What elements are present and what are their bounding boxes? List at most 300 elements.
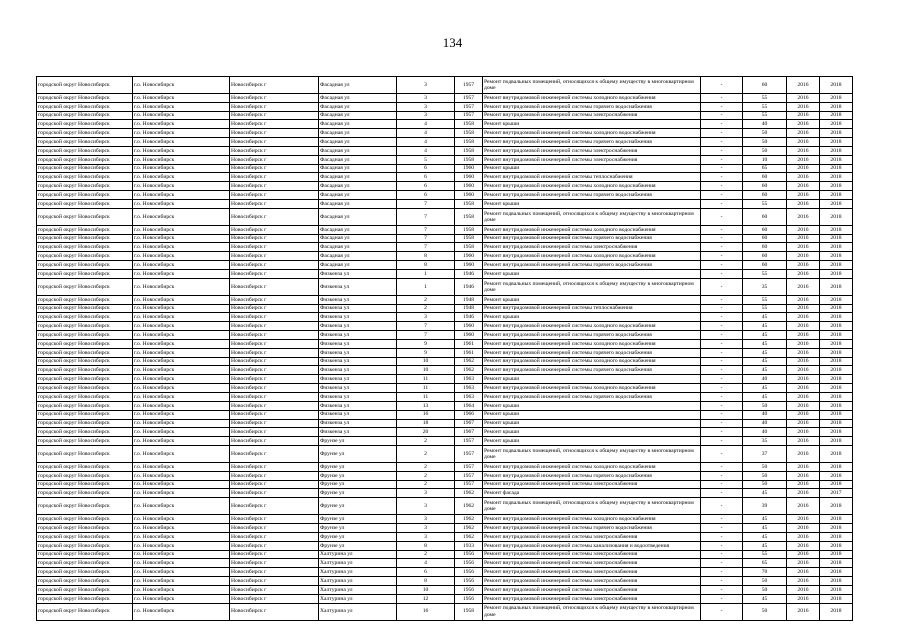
start-year-cell: 2016	[787, 208, 820, 225]
table-row	[37, 541, 853, 550]
table-row	[37, 138, 853, 147]
amount-cell: 45	[743, 515, 787, 524]
street-cell: Физкенза ул	[319, 348, 397, 357]
street-cell: Фасадная ул	[319, 200, 397, 209]
work-type-cell: Ремонт внутридомовой инженерной системы холодного водоснабжения	[483, 384, 701, 393]
amount-cell: 60	[743, 191, 787, 200]
placeholder-cell: -	[701, 585, 743, 594]
settlement-cell: г.о. Новосибирск	[133, 93, 230, 102]
district-cell: городской округ Новосибирск	[37, 182, 133, 191]
start-year-cell: 2016	[787, 541, 820, 550]
start-year-cell: 2016	[787, 375, 820, 384]
placeholder-cell: -	[701, 182, 743, 191]
start-year-cell: 2016	[787, 480, 820, 489]
build-year-cell: 1960	[455, 322, 483, 331]
start-year-cell: 2016	[787, 120, 820, 129]
amount-cell: 45	[743, 339, 787, 348]
street-cell: Фрунзе ул	[319, 437, 397, 446]
district-cell: городской округ Новосибирск	[37, 384, 133, 393]
amount-cell: 40	[743, 120, 787, 129]
start-year-cell: 2016	[787, 200, 820, 209]
work-type-cell: Ремонт внутридомовой инженерной системы электроснабжения	[483, 559, 701, 568]
amount-cell: 10	[743, 155, 787, 164]
district-cell: городской округ Новосибирск	[37, 155, 133, 164]
street-cell: Халтурина ул	[319, 585, 397, 594]
work-type-cell: Ремонт подвальных помещений, относящихся к общему имуществу в многоквартирном доме	[483, 208, 701, 225]
table-row	[37, 480, 853, 489]
start-year-cell: 2016	[787, 603, 820, 620]
district-cell: городской округ Новосибирск	[37, 120, 133, 129]
settlement-cell: г.о. Новосибирск	[133, 304, 230, 313]
start-year-cell: 2016	[787, 585, 820, 594]
end-year-cell: 2018	[820, 225, 853, 234]
placeholder-cell: -	[701, 173, 743, 182]
start-year-cell: 2016	[787, 437, 820, 446]
end-year-cell: 2018	[820, 146, 853, 155]
end-year-cell: 2018	[820, 384, 853, 393]
house-number-cell: 6	[397, 173, 455, 182]
house-number-cell: 2	[397, 462, 455, 471]
build-year-cell: 1958	[455, 603, 483, 620]
end-year-cell: 2018	[820, 331, 853, 340]
house-number-cell: 3	[397, 498, 455, 515]
end-year-cell: 2018	[820, 559, 853, 568]
build-year-cell: 1964	[455, 401, 483, 410]
amount-cell: 45	[743, 366, 787, 375]
house-number-cell: 3	[397, 93, 455, 102]
district-cell: городской округ Новосибирск	[37, 208, 133, 225]
placeholder-cell: -	[701, 392, 743, 401]
house-number-cell: 2	[397, 295, 455, 304]
placeholder-cell: -	[701, 331, 743, 340]
settlement-cell: г.о. Новосибирск	[133, 120, 230, 129]
amount-cell: 65	[743, 559, 787, 568]
street-cell: Фасадная ул	[319, 155, 397, 164]
table-row	[37, 252, 853, 261]
city-cell: Новосибирск г	[230, 428, 319, 437]
table-row	[37, 120, 853, 129]
city-cell: Новосибирск г	[230, 191, 319, 200]
settlement-cell: г.о. Новосибирск	[133, 401, 230, 410]
house-number-cell: 8	[397, 261, 455, 270]
build-year-cell: 1957	[455, 437, 483, 446]
placeholder-cell: -	[701, 208, 743, 225]
settlement-cell: г.о. Новосибирск	[133, 585, 230, 594]
house-number-cell: 3	[397, 515, 455, 524]
district-cell: городской округ Новосибирск	[37, 480, 133, 489]
house-number-cell: 20	[397, 428, 455, 437]
start-year-cell: 2016	[787, 384, 820, 393]
start-year-cell: 2016	[787, 366, 820, 375]
district-cell: городской округ Новосибирск	[37, 331, 133, 340]
build-year-cell: 1960	[455, 261, 483, 270]
placeholder-cell: -	[701, 462, 743, 471]
amount-cell: 60	[743, 252, 787, 261]
house-number-cell: 5	[397, 155, 455, 164]
street-cell: Фрунзе ул	[319, 541, 397, 550]
end-year-cell: 2018	[820, 410, 853, 419]
build-year-cell: 1962	[455, 489, 483, 498]
city-cell: Новосибирск г	[230, 261, 319, 270]
work-type-cell: Ремонт внутридомовой инженерной системы холодного водоснабжения	[483, 462, 701, 471]
house-number-cell: 11	[397, 392, 455, 401]
start-year-cell: 2016	[787, 392, 820, 401]
city-cell: Новосибирск г	[230, 462, 319, 471]
placeholder-cell: -	[701, 243, 743, 252]
work-type-cell: Ремонт внутридомовой инженерной системы холодного водоснабжения	[483, 339, 701, 348]
build-year-cell: 1963	[455, 375, 483, 384]
end-year-cell: 2018	[820, 428, 853, 437]
house-number-cell: 3	[397, 111, 455, 120]
table-row	[37, 200, 853, 209]
work-type-cell: Ремонт внутридомовой инженерной системы электроснабжения	[483, 577, 701, 586]
settlement-cell: г.о. Новосибирск	[133, 313, 230, 322]
amount-cell: 45	[743, 313, 787, 322]
table-row	[37, 524, 853, 533]
table-row	[37, 550, 853, 559]
amount-cell: 45	[743, 524, 787, 533]
house-number-cell: 7	[397, 322, 455, 331]
city-cell: Новосибирск г	[230, 304, 319, 313]
end-year-cell: 2018	[820, 498, 853, 515]
end-year-cell: 2018	[820, 261, 853, 270]
placeholder-cell: -	[701, 357, 743, 366]
placeholder-cell: -	[701, 428, 743, 437]
amount-cell: 70	[743, 568, 787, 577]
table-row	[37, 577, 853, 586]
end-year-cell: 2018	[820, 419, 853, 428]
table-row	[37, 498, 853, 515]
district-cell: городской округ Новосибирск	[37, 278, 133, 295]
settlement-cell: г.о. Новосибирск	[133, 322, 230, 331]
placeholder-cell: -	[701, 155, 743, 164]
district-cell: городской округ Новосибирск	[37, 102, 133, 111]
placeholder-cell: -	[701, 559, 743, 568]
house-number-cell: 2	[397, 304, 455, 313]
end-year-cell: 2018	[820, 182, 853, 191]
end-year-cell: 2018	[820, 603, 853, 620]
amount-cell: 45	[743, 594, 787, 603]
city-cell: Новосибирск г	[230, 401, 319, 410]
placeholder-cell: -	[701, 550, 743, 559]
start-year-cell: 2016	[787, 524, 820, 533]
table-row	[37, 594, 853, 603]
city-cell: Новосибирск г	[230, 348, 319, 357]
placeholder-cell: -	[701, 295, 743, 304]
district-cell: городской округ Новосибирск	[37, 304, 133, 313]
street-cell: Фасадная ул	[319, 243, 397, 252]
amount-cell: 35	[743, 278, 787, 295]
street-cell: Фрунзе ул	[319, 480, 397, 489]
end-year-cell: 2018	[820, 550, 853, 559]
table-row	[37, 322, 853, 331]
settlement-cell: г.о. Новосибирск	[133, 462, 230, 471]
placeholder-cell: -	[701, 594, 743, 603]
build-year-cell: 1948	[455, 295, 483, 304]
district-cell: городской округ Новосибирск	[37, 577, 133, 586]
build-year-cell: 1957	[455, 462, 483, 471]
start-year-cell: 2016	[787, 102, 820, 111]
build-year-cell: 1958	[455, 155, 483, 164]
work-type-cell: Ремонт подвальных помещений, относящихся к общему имуществу в многоквартирном доме	[483, 498, 701, 515]
build-year-cell: 1948	[455, 304, 483, 313]
work-type-cell: Ремонт внутридомовой инженерной системы горячего водоснабжения	[483, 234, 701, 243]
settlement-cell: г.о. Новосибирск	[133, 252, 230, 261]
street-cell: Фасадная ул	[319, 77, 397, 94]
start-year-cell: 2016	[787, 428, 820, 437]
amount-cell: 45	[743, 322, 787, 331]
district-cell: городской округ Новосибирск	[37, 93, 133, 102]
amount-cell: 50	[743, 471, 787, 480]
amount-cell: 65	[743, 164, 787, 173]
end-year-cell: 2018	[820, 594, 853, 603]
build-year-cell: 1960	[455, 182, 483, 191]
work-type-cell: Ремонт внутридомовой инженерной системы холодного водоснабжения	[483, 515, 701, 524]
city-cell: Новосибирск г	[230, 419, 319, 428]
house-number-cell: 10	[397, 357, 455, 366]
build-year-cell: 1956	[455, 594, 483, 603]
city-cell: Новосибирск г	[230, 269, 319, 278]
street-cell: Фасадная ул	[319, 146, 397, 155]
house-number-cell: 18	[397, 419, 455, 428]
amount-cell: 45	[743, 331, 787, 340]
work-type-cell: Ремонт крыши	[483, 419, 701, 428]
table-row	[37, 471, 853, 480]
settlement-cell: г.о. Новосибирск	[133, 77, 230, 94]
build-year-cell: 1962	[455, 532, 483, 541]
work-type-cell: Ремонт подвальных помещений, относящихся к общему имуществу в многоквартирном доме	[483, 77, 701, 94]
district-cell: городской округ Новосибирск	[37, 594, 133, 603]
city-cell: Новосибирск г	[230, 129, 319, 138]
city-cell: Новосибирск г	[230, 480, 319, 489]
street-cell: Фрунзе ул	[319, 524, 397, 533]
amount-cell: 45	[743, 532, 787, 541]
street-cell: Физкенза ул	[319, 375, 397, 384]
table-row	[37, 208, 853, 225]
placeholder-cell: -	[701, 446, 743, 463]
district-cell: городской округ Новосибирск	[37, 568, 133, 577]
table-row	[37, 585, 853, 594]
city-cell: Новосибирск г	[230, 498, 319, 515]
house-number-cell: 4	[397, 559, 455, 568]
end-year-cell: 2018	[820, 585, 853, 594]
start-year-cell: 2016	[787, 111, 820, 120]
table-row	[37, 462, 853, 471]
amount-cell: 50	[743, 480, 787, 489]
street-cell: Фасадная ул	[319, 111, 397, 120]
table-row	[37, 191, 853, 200]
table-row	[37, 173, 853, 182]
end-year-cell: 2018	[820, 278, 853, 295]
street-cell: Халтурина ул	[319, 594, 397, 603]
house-number-cell: 7	[397, 200, 455, 209]
settlement-cell: г.о. Новосибирск	[133, 357, 230, 366]
amount-cell: 45	[743, 541, 787, 550]
start-year-cell: 2016	[787, 401, 820, 410]
house-number-cell: 10	[397, 366, 455, 375]
table-row	[37, 437, 853, 446]
amount-cell: 60	[743, 208, 787, 225]
table-row	[37, 77, 853, 94]
table-row	[37, 243, 853, 252]
end-year-cell: 2018	[820, 77, 853, 94]
work-type-cell: Ремонт внутридомовой инженерной системы электроснабжения	[483, 532, 701, 541]
start-year-cell: 2016	[787, 225, 820, 234]
table-row	[37, 129, 853, 138]
street-cell: Фасадная ул	[319, 182, 397, 191]
end-year-cell: 2018	[820, 568, 853, 577]
settlement-cell: г.о. Новосибирск	[133, 524, 230, 533]
city-cell: Новосибирск г	[230, 111, 319, 120]
settlement-cell: г.о. Новосибирск	[133, 173, 230, 182]
house-number-cell: 10	[397, 585, 455, 594]
table-row	[37, 146, 853, 155]
district-cell: городской округ Новосибирск	[37, 401, 133, 410]
work-type-cell: Ремонт внутридомовой инженерной системы горячего водоснабжения	[483, 471, 701, 480]
settlement-cell: г.о. Новосибирск	[133, 331, 230, 340]
district-cell: городской округ Новосибирск	[37, 191, 133, 200]
build-year-cell: 1956	[455, 550, 483, 559]
end-year-cell: 2018	[820, 102, 853, 111]
end-year-cell: 2018	[820, 366, 853, 375]
city-cell: Новосибирск г	[230, 392, 319, 401]
street-cell: Физкенза ул	[319, 322, 397, 331]
street-cell: Физкенза ул	[319, 339, 397, 348]
house-number-cell: 8	[397, 252, 455, 261]
street-cell: Халтурина ул	[319, 568, 397, 577]
build-year-cell: 1958	[455, 208, 483, 225]
table-row	[37, 102, 853, 111]
end-year-cell: 2018	[820, 243, 853, 252]
district-cell: городской округ Новосибирск	[37, 129, 133, 138]
start-year-cell: 2016	[787, 269, 820, 278]
amount-cell: 45	[743, 392, 787, 401]
start-year-cell: 2016	[787, 471, 820, 480]
house-number-cell: 3	[397, 77, 455, 94]
street-cell: Фрунзе ул	[319, 489, 397, 498]
placeholder-cell: -	[701, 111, 743, 120]
house-number-cell: 4	[397, 146, 455, 155]
table-row	[37, 428, 853, 437]
placeholder-cell: -	[701, 200, 743, 209]
street-cell: Физкенза ул	[319, 392, 397, 401]
work-type-cell: Ремонт внутридомовой инженерной системы электроснабжения	[483, 585, 701, 594]
amount-cell: 55	[743, 111, 787, 120]
district-cell: городской округ Новосибирск	[37, 164, 133, 173]
settlement-cell: г.о. Новосибирск	[133, 200, 230, 209]
settlement-cell: г.о. Новосибирск	[133, 384, 230, 393]
placeholder-cell: -	[701, 269, 743, 278]
end-year-cell: 2018	[820, 437, 853, 446]
settlement-cell: г.о. Новосибирск	[133, 182, 230, 191]
end-year-cell: 2018	[820, 234, 853, 243]
house-number-cell: 16	[397, 410, 455, 419]
start-year-cell: 2016	[787, 532, 820, 541]
street-cell: Фрунзе ул	[319, 498, 397, 515]
amount-cell: 40	[743, 419, 787, 428]
city-cell: Новосибирск г	[230, 120, 319, 129]
street-cell: Физкенза ул	[319, 410, 397, 419]
amount-cell: 35	[743, 437, 787, 446]
district-cell: городской округ Новосибирск	[37, 173, 133, 182]
placeholder-cell: -	[701, 322, 743, 331]
placeholder-cell: -	[701, 164, 743, 173]
street-cell: Халтурина ул	[319, 550, 397, 559]
city-cell: Новосибирск г	[230, 357, 319, 366]
placeholder-cell: -	[701, 93, 743, 102]
placeholder-cell: -	[701, 410, 743, 419]
street-cell: Фасадная ул	[319, 120, 397, 129]
street-cell: Фасадная ул	[319, 173, 397, 182]
city-cell: Новосибирск г	[230, 541, 319, 550]
work-type-cell: Ремонт крыши	[483, 200, 701, 209]
house-number-cell: 6	[397, 568, 455, 577]
district-cell: городской округ Новосибирск	[37, 532, 133, 541]
city-cell: Новосибирск г	[230, 93, 319, 102]
city-cell: Новосибирск г	[230, 322, 319, 331]
district-cell: городской округ Новосибирск	[37, 269, 133, 278]
start-year-cell: 2016	[787, 489, 820, 498]
amount-cell: 50	[743, 603, 787, 620]
build-year-cell: 1966	[455, 410, 483, 419]
street-cell: Физкенза ул	[319, 428, 397, 437]
city-cell: Новосибирск г	[230, 375, 319, 384]
settlement-cell: г.о. Новосибирск	[133, 489, 230, 498]
settlement-cell: г.о. Новосибирск	[133, 568, 230, 577]
start-year-cell: 2016	[787, 577, 820, 586]
end-year-cell: 2018	[820, 129, 853, 138]
placeholder-cell: -	[701, 120, 743, 129]
settlement-cell: г.о. Новосибирск	[133, 111, 230, 120]
build-year-cell: 1958	[455, 146, 483, 155]
settlement-cell: г.о. Новосибирск	[133, 243, 230, 252]
house-number-cell: 7	[397, 208, 455, 225]
settlement-cell: г.о. Новосибирск	[133, 498, 230, 515]
table-row	[37, 261, 853, 270]
work-type-cell: Ремонт крыши	[483, 410, 701, 419]
start-year-cell: 2016	[787, 410, 820, 419]
table-row	[37, 304, 853, 313]
table-row	[37, 489, 853, 498]
placeholder-cell: -	[701, 384, 743, 393]
street-cell: Физкенза ул	[319, 401, 397, 410]
city-cell: Новосибирск г	[230, 208, 319, 225]
work-type-cell: Ремонт внутридомовой инженерной системы теплоснабжения	[483, 304, 701, 313]
house-number-cell: 4	[397, 129, 455, 138]
work-type-cell: Ремонт внутридомовой инженерной системы горячего водоснабжения	[483, 191, 701, 200]
build-year-cell: 1933	[455, 541, 483, 550]
build-year-cell: 1962	[455, 524, 483, 533]
house-number-cell: 7	[397, 331, 455, 340]
street-cell: Фрунзе ул	[319, 515, 397, 524]
settlement-cell: г.о. Новосибирск	[133, 261, 230, 270]
placeholder-cell: -	[701, 437, 743, 446]
street-cell: Фасадная ул	[319, 252, 397, 261]
end-year-cell: 2018	[820, 532, 853, 541]
placeholder-cell: -	[701, 568, 743, 577]
amount-cell: 45	[743, 489, 787, 498]
street-cell: Фасадная ул	[319, 208, 397, 225]
end-year-cell: 2018	[820, 524, 853, 533]
end-year-cell: 2018	[820, 375, 853, 384]
amount-cell: 60	[743, 261, 787, 270]
start-year-cell: 2016	[787, 155, 820, 164]
build-year-cell: 1957	[455, 111, 483, 120]
district-cell: городской округ Новосибирск	[37, 437, 133, 446]
start-year-cell: 2016	[787, 313, 820, 322]
house-number-cell: 4	[397, 138, 455, 147]
start-year-cell: 2016	[787, 568, 820, 577]
